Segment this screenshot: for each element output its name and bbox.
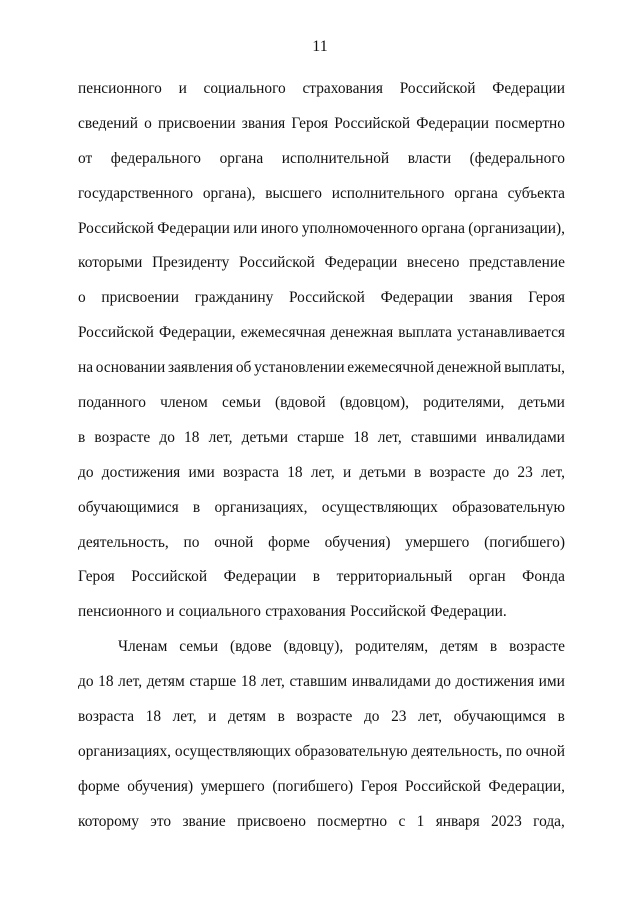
word: возрасте	[429, 463, 486, 481]
text-line	[78, 107, 565, 142]
word: страхования	[302, 80, 383, 97]
word: Федерации	[157, 219, 230, 237]
word: образовательную	[294, 742, 408, 760]
word: Членам	[118, 638, 168, 656]
word: ежемесячной	[347, 359, 435, 377]
word: 18	[287, 463, 303, 481]
word: до	[363, 708, 380, 726]
word: 2023	[491, 812, 522, 830]
word: ставшим	[289, 673, 348, 691]
word: возраста	[222, 463, 279, 481]
word: о	[78, 289, 86, 307]
text-line	[78, 560, 565, 595]
word: очной	[525, 742, 565, 760]
text-line	[78, 491, 565, 526]
word: органа	[421, 219, 465, 237]
page-number: 11	[312, 38, 328, 55]
word: выплата	[398, 324, 452, 342]
word: пенсионного	[78, 603, 162, 621]
word: (вдовцом),	[339, 394, 409, 412]
word: Героя	[78, 568, 115, 586]
word: заявления	[167, 359, 234, 377]
word: семьи	[221, 394, 261, 412]
word: очной	[214, 533, 254, 551]
word: достижения	[455, 673, 535, 691]
word: и	[166, 603, 175, 621]
word: 18	[240, 673, 257, 691]
word: года,	[533, 812, 565, 830]
word: Федерации	[380, 289, 454, 307]
word: денежной	[436, 359, 502, 377]
paragraph	[78, 72, 565, 630]
word: пенсионного	[78, 80, 162, 97]
word: (вдовой	[275, 394, 326, 412]
word: звание	[182, 812, 226, 830]
word: детьми	[359, 463, 406, 481]
text-line	[78, 526, 565, 561]
word: основании	[95, 359, 166, 377]
word: присвоении	[101, 289, 180, 307]
word: (организации),	[468, 219, 565, 237]
word: в	[489, 638, 498, 656]
word: государственного	[78, 184, 194, 202]
word: федерального	[110, 149, 201, 167]
word: Федерации,	[158, 324, 236, 342]
word: детям	[439, 638, 478, 656]
word: от	[78, 149, 93, 167]
word: ежемесячная	[240, 324, 326, 342]
word: обучающимися	[78, 498, 179, 516]
word: субъекта	[507, 184, 565, 202]
word: форме	[268, 533, 310, 551]
word: Президенту	[152, 254, 230, 272]
word: лет,	[377, 428, 402, 446]
word: детям	[228, 708, 267, 726]
text-line	[78, 700, 565, 735]
text-line	[78, 421, 565, 456]
word: (погибшего)	[484, 533, 565, 551]
word: или	[233, 219, 258, 237]
word: которому	[78, 812, 139, 830]
word: денежная	[330, 324, 394, 342]
word: деятельность,	[411, 742, 503, 760]
word: 18	[98, 673, 114, 691]
word: 1	[416, 812, 425, 830]
word: Российской	[131, 568, 208, 586]
word: внесено	[406, 254, 460, 272]
word: ставшими	[410, 428, 477, 446]
word: исполнительного	[331, 184, 445, 202]
word: территориальный	[336, 568, 453, 586]
word: в	[78, 428, 86, 446]
text-line	[78, 665, 565, 700]
word: Российской	[350, 603, 426, 621]
word: Федерации	[324, 254, 398, 272]
word: (погибшего)	[272, 777, 354, 795]
word: форме	[78, 777, 120, 795]
word: Федерации,	[488, 777, 565, 795]
text-line	[78, 212, 565, 247]
word: высшего	[265, 184, 322, 202]
word: (федерального	[469, 149, 565, 167]
text-line	[78, 595, 565, 630]
word: органа	[219, 149, 264, 167]
word: орган	[468, 568, 506, 586]
word: возрасте	[296, 708, 353, 726]
text-line	[78, 281, 565, 316]
word: членом	[160, 394, 208, 412]
text-line	[78, 735, 565, 770]
word: Героя	[528, 289, 565, 307]
word: Федерации	[492, 80, 565, 97]
word: в	[277, 708, 285, 726]
word: лет,	[418, 708, 442, 726]
word: иного	[260, 219, 299, 237]
word: до	[78, 673, 94, 691]
word: и	[208, 708, 217, 726]
word: осуществляющих	[174, 742, 291, 760]
word: присвоено	[237, 812, 306, 830]
word: обучения)	[127, 777, 194, 795]
word: возраста	[78, 708, 135, 726]
word: звания	[241, 114, 286, 132]
word: 23	[517, 463, 533, 481]
word: достижения	[101, 463, 181, 481]
word: лет,	[118, 673, 143, 691]
text-line	[78, 770, 565, 805]
word: родителям,	[355, 638, 429, 656]
text-line	[78, 805, 565, 840]
word: Фонда	[522, 568, 565, 586]
word: инвалидами	[485, 428, 565, 446]
word: обучения)	[324, 533, 391, 551]
word: лет,	[310, 463, 335, 481]
word: организациях,	[78, 742, 172, 760]
word: обучающимся	[453, 708, 547, 726]
word: это	[150, 812, 172, 830]
word: и	[342, 463, 352, 481]
word: установлении	[254, 359, 345, 377]
word: Героя	[360, 777, 398, 795]
word: посмертно	[317, 812, 388, 830]
word: умершего	[405, 533, 470, 551]
word: ими	[188, 463, 215, 481]
word: в	[312, 568, 321, 586]
word: социального	[178, 603, 261, 621]
text-line	[78, 72, 565, 107]
word: посмертно	[495, 114, 565, 132]
word: на	[78, 359, 94, 377]
word: в	[414, 463, 422, 481]
word: до	[159, 428, 175, 446]
word: умершего	[200, 777, 265, 795]
word: устанавливается	[457, 324, 565, 342]
word: 18	[353, 428, 369, 446]
word: уполномоченного	[301, 219, 418, 237]
word: Федерации	[416, 114, 489, 132]
word: по	[183, 533, 200, 551]
word: деятельность,	[78, 533, 169, 551]
word: гражданину	[194, 289, 274, 307]
word: органа	[454, 184, 498, 202]
word: 18	[145, 708, 162, 726]
word: с	[398, 812, 406, 830]
word: инвалидами	[351, 673, 431, 691]
word: и	[178, 80, 187, 97]
word: лет,	[172, 708, 197, 726]
word: родителями,	[423, 394, 505, 412]
word: присвоении	[158, 114, 236, 132]
word: органа),	[202, 184, 256, 202]
word: Российской	[239, 254, 315, 272]
text-line	[78, 316, 565, 351]
word: Федерации	[223, 568, 297, 586]
word: старше	[297, 428, 345, 446]
text-line	[78, 386, 565, 421]
word: января	[435, 812, 480, 830]
word: семьи	[179, 638, 219, 656]
word: исполнительной	[281, 149, 390, 167]
word: детьми	[241, 428, 289, 446]
text-line	[78, 630, 565, 665]
text-line	[78, 351, 565, 386]
word: образовательную	[452, 498, 565, 516]
word: страхования	[265, 603, 346, 621]
word: выплаты,	[504, 359, 565, 377]
word: возрасте	[509, 638, 565, 656]
word: представление	[469, 254, 565, 272]
word: лет,	[208, 428, 233, 446]
word: Российской	[334, 114, 411, 132]
word: Федерации.	[430, 603, 507, 621]
word: 23	[391, 708, 407, 726]
word: лет,	[540, 463, 565, 481]
word: власти	[407, 149, 452, 167]
word: Российской	[399, 80, 476, 97]
word: детьми	[518, 394, 565, 412]
word: сведений	[78, 114, 139, 132]
paragraph	[78, 630, 565, 839]
word: в	[557, 708, 565, 726]
word: Российской	[289, 289, 365, 307]
text-line	[78, 177, 565, 212]
document-body	[78, 72, 565, 840]
word: об	[235, 359, 252, 377]
word: социального	[203, 80, 286, 97]
word: по	[506, 742, 522, 760]
word: Российской	[78, 219, 154, 237]
word: до	[493, 463, 510, 481]
word: которыми	[78, 254, 143, 272]
text-line	[78, 246, 565, 281]
word: лет,	[260, 673, 285, 691]
word: старше	[189, 673, 237, 691]
word: поданного	[78, 394, 146, 412]
word: детям	[146, 673, 185, 691]
word: осуществляющих	[321, 498, 438, 516]
word: ими	[538, 673, 565, 691]
word: Российской	[78, 324, 154, 342]
word: о	[144, 114, 152, 132]
word: до	[435, 673, 451, 691]
word: звания	[468, 289, 513, 307]
word: (вдове	[230, 638, 272, 656]
text-line	[78, 456, 565, 491]
text-line	[78, 142, 565, 177]
word: организациях,	[214, 498, 308, 516]
word: возрасте	[94, 428, 151, 446]
word: до	[78, 463, 94, 481]
word: Российской	[405, 777, 481, 795]
word: в	[192, 498, 201, 516]
word: 18	[184, 428, 200, 446]
word: (вдовцу),	[283, 638, 344, 656]
word: Героя	[291, 114, 329, 132]
